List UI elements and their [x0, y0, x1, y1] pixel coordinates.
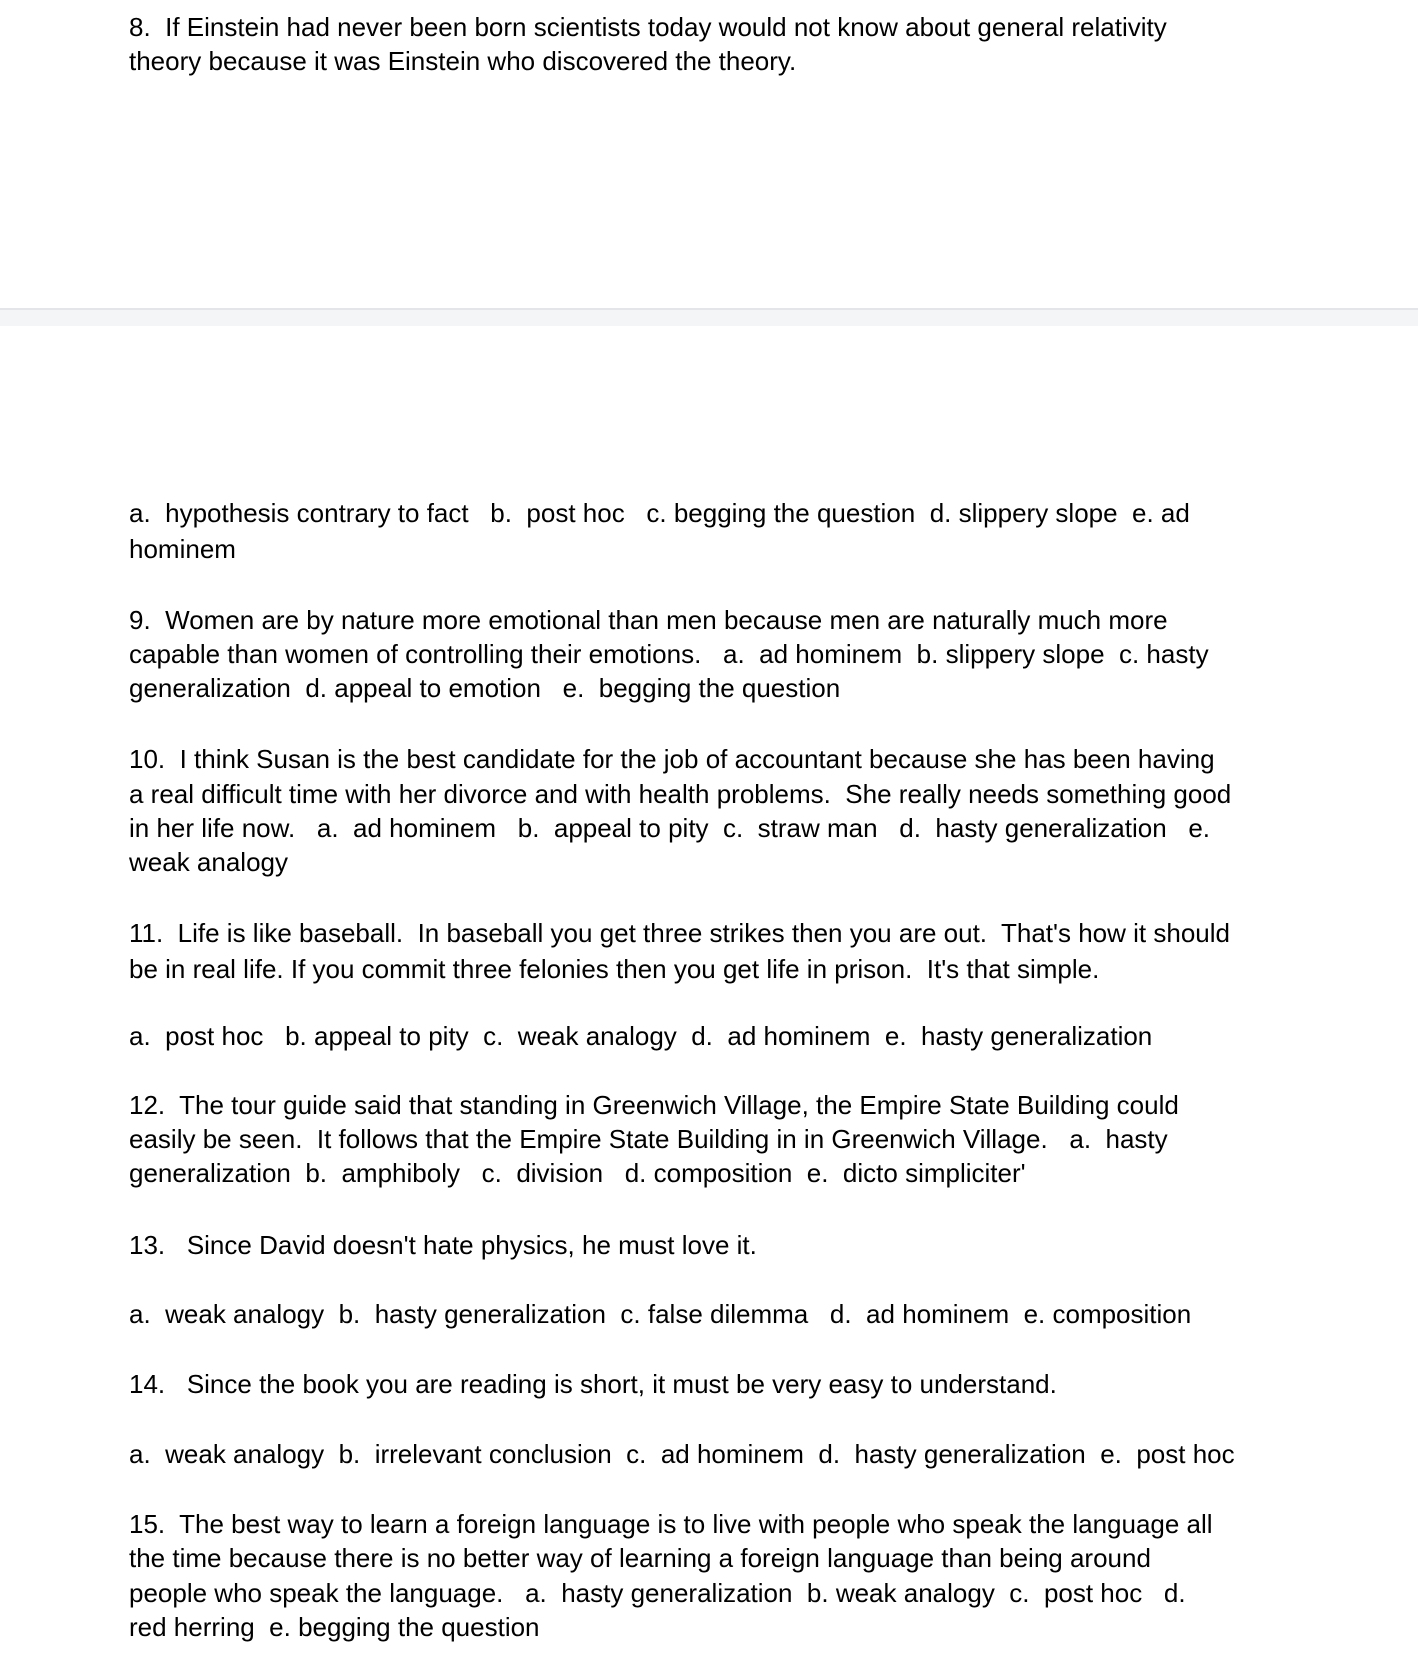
question-9-line-1: 9. Women are by nature more emotional than men because men are naturally much more [129, 605, 1168, 635]
question-10-line-2: a real difficult time with her divorce and with health problems. She really needs something good [129, 779, 1232, 809]
question-15-line-3: people who speak the language. a. hasty generalization b. weak analogy c. post hoc d. [129, 1578, 1186, 1608]
question-12-line-3: generalization b. amphiboly c. division d. composition e. dicto simpliciter' [129, 1158, 1026, 1188]
question-10-line-1: 10. I think Susan is the best candidate for the job of accountant because she has been having [129, 744, 1215, 774]
question-9-line-3: generalization d. appeal to emotion e. begging the question [129, 673, 841, 703]
question-9-line-2: capable than women of controlling their emotions. a. ad hominem b. slippery slope c. hasty [129, 639, 1209, 669]
question-12-line-2: easily be seen. It follows that the Empire State Building in in Greenwich Village. a. hasty [129, 1124, 1168, 1154]
question-15-line-2: the time because there is no better way of learning a foreign language than being around [129, 1543, 1151, 1573]
question-8-line-1: 8. If Einstein had never been born scientists today would not know about general relativity [129, 12, 1167, 42]
question-8-options-line-1: a. hypothesis contrary to fact b. post hoc c. begging the question d. slippery slope e. ad [129, 498, 1190, 528]
question-14-options: a. weak analogy b. irrelevant conclusion c. ad hominem d. hasty generalization e. post hoc [129, 1439, 1235, 1469]
question-14: 14. Since the book you are reading is short, it must be very easy to understand. [129, 1369, 1057, 1399]
question-15-line-4: red herring e. begging the question [129, 1612, 540, 1642]
question-10-line-3: in her life now. a. ad hominem b. appeal to pity c. straw man d. hasty generalization e. [129, 813, 1211, 843]
page-break [0, 308, 1418, 326]
question-10-line-4: weak analogy [129, 847, 288, 877]
question-11-line-1: 11. Life is like baseball. In baseball you get three strikes then you are out. That's how it should [129, 918, 1230, 948]
question-13-options: a. weak analogy b. hasty generalization c. false dilemma d. ad hominem e. composition [129, 1299, 1192, 1329]
question-8-line-2: theory because it was Einstein who discovered the theory. [129, 46, 797, 76]
question-15-line-1: 15. The best way to learn a foreign language is to live with people who speak the language all [129, 1509, 1213, 1539]
question-8-options-line-2: hominem [129, 534, 236, 564]
question-13: 13. Since David doesn't hate physics, he must love it. [129, 1230, 757, 1260]
question-12-line-1: 12. The tour guide said that standing in Greenwich Village, the Empire State Building could [129, 1090, 1179, 1120]
question-11-options: a. post hoc b. appeal to pity c. weak analogy d. ad hominem e. hasty generalization [129, 1021, 1153, 1051]
question-11-line-2: be in real life. If you commit three felonies then you get life in prison. It's that simple. [129, 954, 1100, 984]
